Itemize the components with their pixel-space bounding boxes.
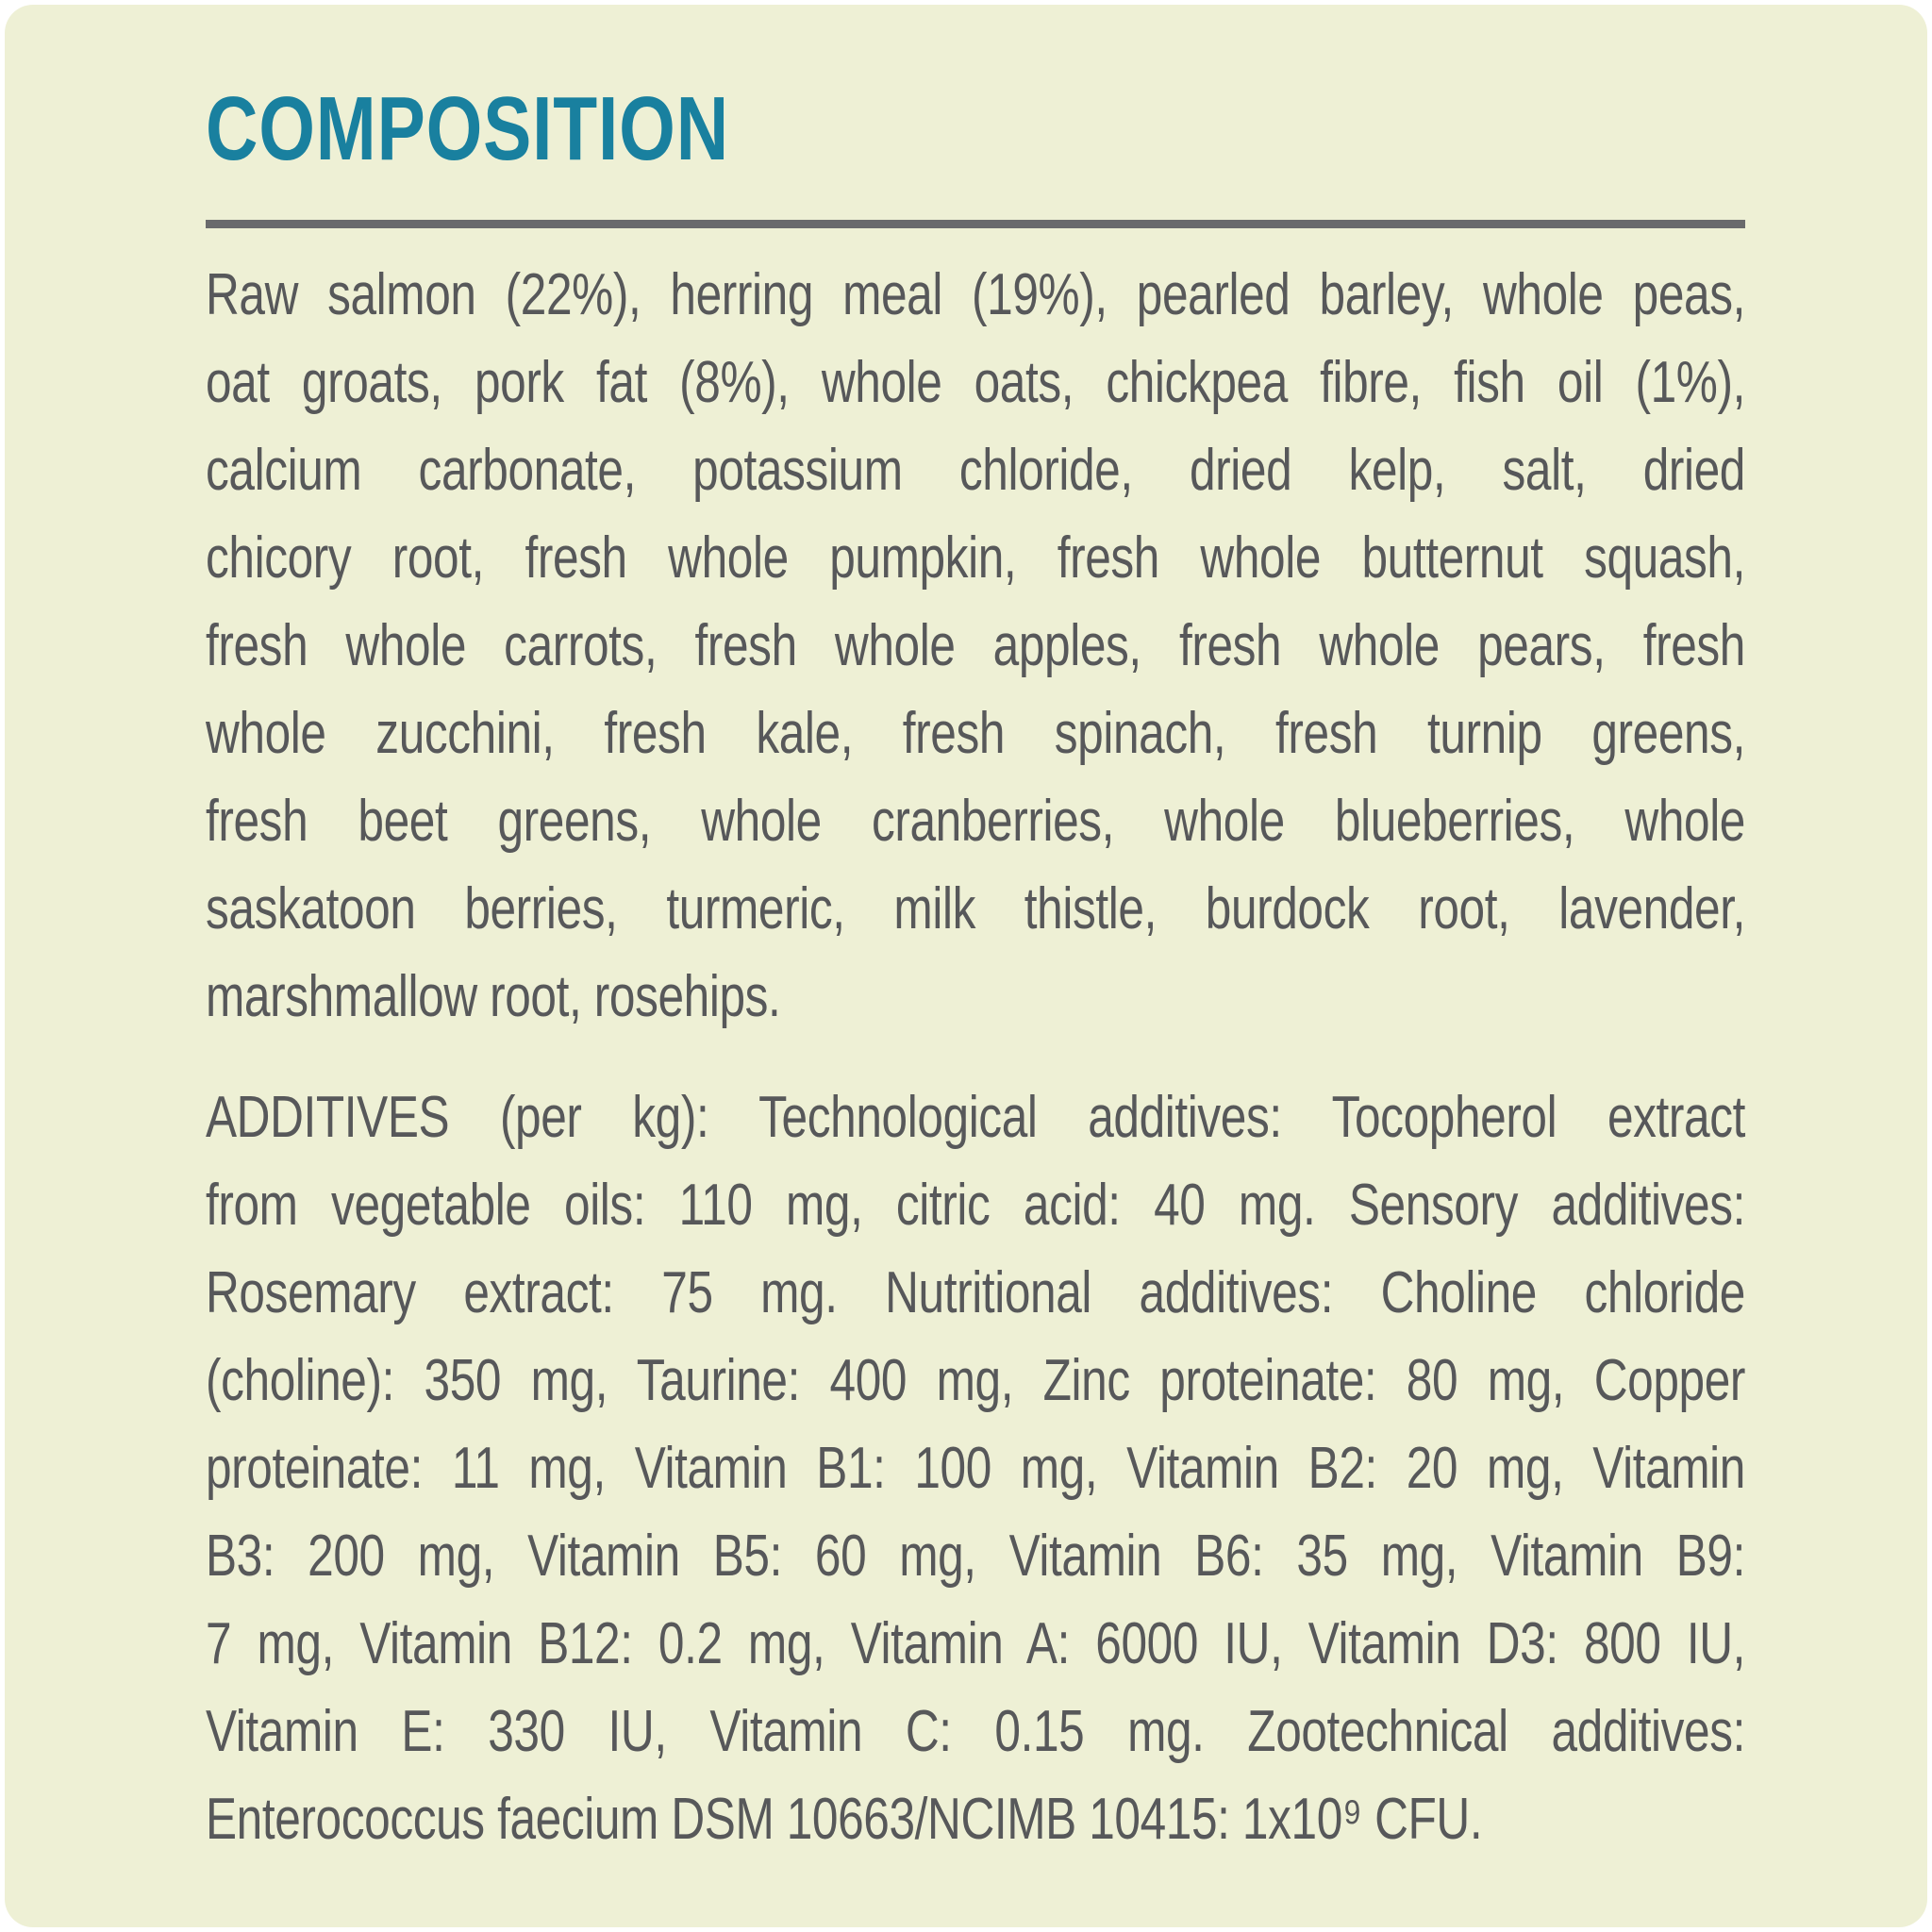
text-line: Rosemary extract: 75 mg. Nutritional additives: Choline chloride	[206, 1260, 1745, 1325]
additives-paragraph	[206, 1074, 1745, 1863]
text-line: marshmallow root, rosehips.	[206, 964, 781, 1029]
text-line: from vegetable oils: 110 mg, citric acid: 40 mg. Sensory additives:	[206, 1173, 1745, 1238]
text-line: 7 mg, Vitamin B12: 0.2 mg, Vitamin A: 6000 IU, Vitamin D3: 800 IU,	[206, 1611, 1745, 1676]
text-line: (choline): 350 mg, Taurine: 400 mg, Zinc proteinate: 80 mg, Copper	[206, 1348, 1745, 1413]
text-line: Enterococcus faecium DSM 10663/NCIMB 10415: 1x10⁹ CFU.	[206, 1787, 1483, 1852]
text-line: ADDITIVES (per kg): Technological additives: Tocopherol extract	[206, 1085, 1745, 1150]
text-line: oat groats, pork fat (8%), whole oats, chickpea fibre, fish oil (1%),	[206, 350, 1745, 415]
text-line: Vitamin E: 330 IU, Vitamin C: 0.15 mg. Zootechnical additives:	[206, 1699, 1745, 1764]
text-line: whole zucchini, fresh kale, fresh spinach, fresh turnip greens,	[206, 701, 1745, 766]
text-line: proteinate: 11 mg, Vitamin B1: 100 mg, Vitamin B2: 20 mg, Vitamin	[206, 1436, 1745, 1501]
text-line: B3: 200 mg, Vitamin B5: 60 mg, Vitamin B6: 35 mg, Vitamin B9:	[206, 1524, 1745, 1589]
composition-section	[206, 78, 1745, 1863]
section-title: COMPOSITION	[206, 78, 729, 179]
text-line: Raw salmon (22%), herring meal (19%), pearled barley, whole peas,	[206, 262, 1745, 327]
label-panel	[5, 5, 1927, 1927]
text-column	[206, 78, 1745, 1863]
text-line: calcium carbonate, potassium chloride, dried kelp, salt, dried	[206, 438, 1745, 503]
text-line: fresh beet greens, whole cranberries, whole blueberries, whole	[206, 789, 1745, 854]
text-line: fresh whole carrots, fresh whole apples, fresh whole pears, fresh	[206, 613, 1745, 678]
text-line: saskatoon berries, turmeric, milk thistle, burdock root, lavender,	[206, 876, 1745, 941]
heading-divider	[206, 220, 1745, 228]
composition-paragraph	[206, 251, 1745, 1041]
text-line: chicory root, fresh whole pumpkin, fresh whole butternut squash,	[206, 525, 1745, 591]
